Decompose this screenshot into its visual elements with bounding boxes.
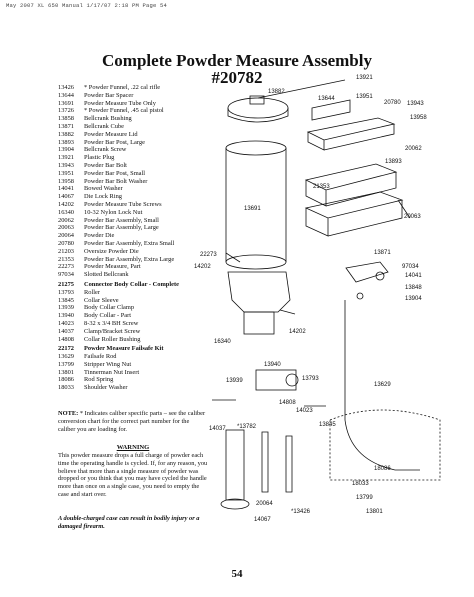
part-number: 13801	[58, 368, 74, 376]
part-description: Powder Measure Tube Screws	[84, 200, 162, 208]
powder-bar-small	[308, 118, 394, 150]
part-number: 97034	[58, 271, 74, 279]
callout-13939: 13939	[226, 378, 243, 384]
part-description: Failsafe Rod	[84, 353, 117, 361]
callout-13801: 13801	[366, 509, 383, 515]
part-number: 13943	[58, 161, 74, 169]
part-description: Powder Bar Bolt Washer	[84, 177, 148, 185]
warning-title: WARNING	[116, 444, 150, 451]
callout-13921: 13921	[356, 75, 373, 81]
callout-14202a: 14202	[194, 264, 211, 270]
part-number: 13893	[58, 138, 74, 146]
part-number: 22273	[58, 263, 74, 271]
part-number: 13904	[58, 146, 74, 154]
part-number: 18033	[58, 384, 74, 392]
callout-13848: 13848	[405, 285, 422, 291]
measure-base	[244, 312, 274, 334]
callout-20063: 20063	[404, 214, 421, 220]
part-description: Shoulder Washer	[84, 384, 128, 392]
part-description: Stripper Wing Nut	[84, 360, 132, 368]
measure-body	[228, 272, 290, 312]
part-number: 18086	[58, 376, 74, 384]
powder-funnel-22	[286, 436, 292, 492]
warning-text: This powder measure drops a full charge of powder each time the operating handle is cycled. If, for any reason, you believe that more than a single measure of powder was dropped or you think that you may have cycled the handle more than once on a single case, you need to empty the case and start over.	[58, 452, 208, 498]
callout-13904: 13904	[405, 296, 422, 302]
page-number: 54	[231, 568, 243, 580]
callout-13940: 13940	[264, 362, 281, 368]
part-number: 13793	[58, 288, 74, 296]
part-description: Collar Roller Bushing	[84, 335, 141, 343]
part-description: * Powder Funnel, .45 cal pistol	[84, 107, 164, 115]
callout-18033: 18033	[352, 481, 369, 487]
callout-13943: 13943	[407, 101, 424, 107]
callout-16340: 16340	[214, 339, 231, 345]
part-number: 14037	[58, 327, 74, 335]
part-description: Powder Die	[84, 232, 115, 240]
part-number: 14041	[58, 185, 74, 193]
powder-bar-xs	[312, 100, 350, 120]
bellcrank-screw	[357, 293, 363, 299]
part-description: 8-32 x 3/4 BH Screw	[84, 319, 139, 327]
part-description: Powder Bar Spacer	[84, 91, 134, 99]
leader	[226, 253, 240, 262]
leader	[280, 310, 295, 314]
part-number: 13951	[58, 169, 74, 177]
callout-13799: 13799	[356, 495, 373, 501]
part-description: 10-32 Nylon Lock Nut	[84, 208, 143, 216]
callout-13426: *13426	[291, 509, 311, 515]
callout-14037: 14037	[209, 426, 226, 432]
part-number: 13882	[58, 130, 74, 138]
part-description: Powder Bar Post, Small	[84, 169, 146, 177]
part-number: 13629	[58, 353, 74, 361]
part-number: 13726	[58, 107, 74, 115]
part-number: 14202	[58, 200, 74, 208]
callout-14808: 14808	[279, 400, 296, 406]
part-description: * Powder Funnel, .22 cal rifle	[84, 84, 161, 91]
part-description: Tinnerman Nut Insert	[84, 368, 140, 376]
callout-13691: 13691	[244, 206, 261, 212]
part-description: Powder Bar Assembly, Extra Small	[84, 239, 175, 247]
part-number: 13921	[58, 154, 74, 162]
callout-14023: 14023	[296, 408, 313, 414]
callout-20064: 20064	[256, 501, 273, 507]
part-number: 13871	[58, 122, 74, 130]
callout-13951: 13951	[356, 94, 373, 100]
die-lock-ring	[221, 499, 249, 509]
powder-die	[226, 430, 244, 500]
callout-14041: 14041	[405, 273, 422, 279]
part-description: Rod Spring	[84, 376, 114, 384]
callout-14202b: 14202	[289, 329, 306, 335]
sub2-heading: 22172 Powder Measure Failsafe Kit	[58, 345, 164, 353]
callout-18086: 18086	[374, 466, 391, 472]
part-description: Bowed Washer	[84, 185, 123, 193]
warning-bold: A double-charged case can result in bodily injury or a damaged firearm.	[58, 515, 200, 530]
part-description: Powder Bar Bolt	[84, 161, 127, 169]
callout-21353: 21353	[313, 184, 330, 190]
part-number: 13644	[58, 91, 74, 99]
part-description: Powder Bar Assembly, Large	[84, 224, 159, 232]
part-number: 20062	[58, 216, 74, 224]
callout-20062: 20062	[405, 146, 422, 152]
callout-13958: 13958	[410, 115, 427, 121]
callout-13644: 13644	[318, 96, 335, 102]
part-number: 21353	[58, 255, 74, 263]
part-number: 14023	[58, 319, 74, 327]
part-description: Bellcrank Screw	[84, 146, 127, 154]
part-description: Bellcrank Cube	[84, 122, 124, 130]
bellcrank-bushing	[376, 272, 384, 280]
part-description: Collar Sleeve	[84, 296, 119, 304]
part-description: Plastic Plug	[84, 154, 115, 162]
callout-13882: 13882	[268, 89, 285, 95]
part-number: 13799	[58, 360, 74, 368]
part-description: Roller	[84, 288, 100, 296]
callout-13782: *13782	[237, 424, 257, 430]
powder-funnel-45	[262, 432, 268, 492]
tube-top	[226, 141, 286, 155]
part-number: 13845	[58, 296, 74, 304]
measure-lid	[228, 98, 288, 118]
callout-13845: 13845	[319, 422, 336, 428]
part-number: 14067	[58, 193, 74, 201]
part-description: Powder Measure Tube Only	[84, 99, 156, 107]
assembly-number: #20782	[211, 68, 263, 87]
callout-13871: 13871	[374, 250, 391, 256]
part-description: Clamp/Bracket Screw	[84, 327, 141, 335]
part-number: 20780	[58, 239, 74, 247]
part-number: 13858	[58, 115, 74, 123]
sub1-heading: 21275 Connector Body Collar - Complete	[58, 280, 179, 288]
part-number: 14808	[58, 335, 74, 343]
part-number: 16340	[58, 208, 74, 216]
part-number: 13691	[58, 99, 74, 107]
part-number: 20064	[58, 232, 74, 240]
part-number: 20063	[58, 224, 74, 232]
part-description: Powder Bar Post, Large	[84, 138, 145, 146]
part-number: 21203	[58, 247, 74, 255]
callout-13893: 13893	[385, 159, 402, 165]
measure-tube	[226, 148, 286, 262]
part-number: 13940	[58, 312, 74, 320]
callout-13629: 13629	[374, 382, 391, 388]
part-description: Powder Measure, Part	[84, 263, 141, 271]
print-header: May 2007 XL 650 Manual 1/17/07 2:18 PM Page 54	[6, 2, 168, 9]
part-description: Oversize Powder Die	[84, 247, 139, 255]
part-description: Body Collar - Part	[84, 312, 132, 320]
part-number: 13426	[58, 84, 74, 91]
tube-bottom	[226, 255, 286, 269]
part-description: Powder Bar Assembly, Extra Large	[84, 255, 175, 263]
callout-14067: 14067	[254, 517, 271, 523]
callout-22273: 22273	[200, 252, 217, 258]
part-description: Powder Bar Assembly, Small	[84, 216, 159, 224]
part-description: Die Lock Ring	[84, 193, 122, 201]
part-description: Body Collar Clamp	[84, 304, 135, 312]
part-description: Powder Measure Lid	[84, 130, 138, 138]
part-description: Slotted Bellcrank	[84, 271, 129, 279]
callout-13793: 13793	[302, 376, 319, 382]
callout-20780: 20780	[384, 100, 401, 106]
callout-97034: 97034	[402, 264, 419, 270]
body-collar	[256, 370, 296, 390]
page-title: Complete Powder Measure Assembly	[102, 51, 372, 70]
part-number: 13939	[58, 304, 74, 312]
note: NOTE: * Indicates caliber specific parts – see the caliber conversion chart for the correct part number for the caliber you are loading for.	[58, 410, 206, 433]
part-number: 13958	[58, 177, 74, 185]
part-description: Bellcrank Bushing	[84, 115, 132, 123]
